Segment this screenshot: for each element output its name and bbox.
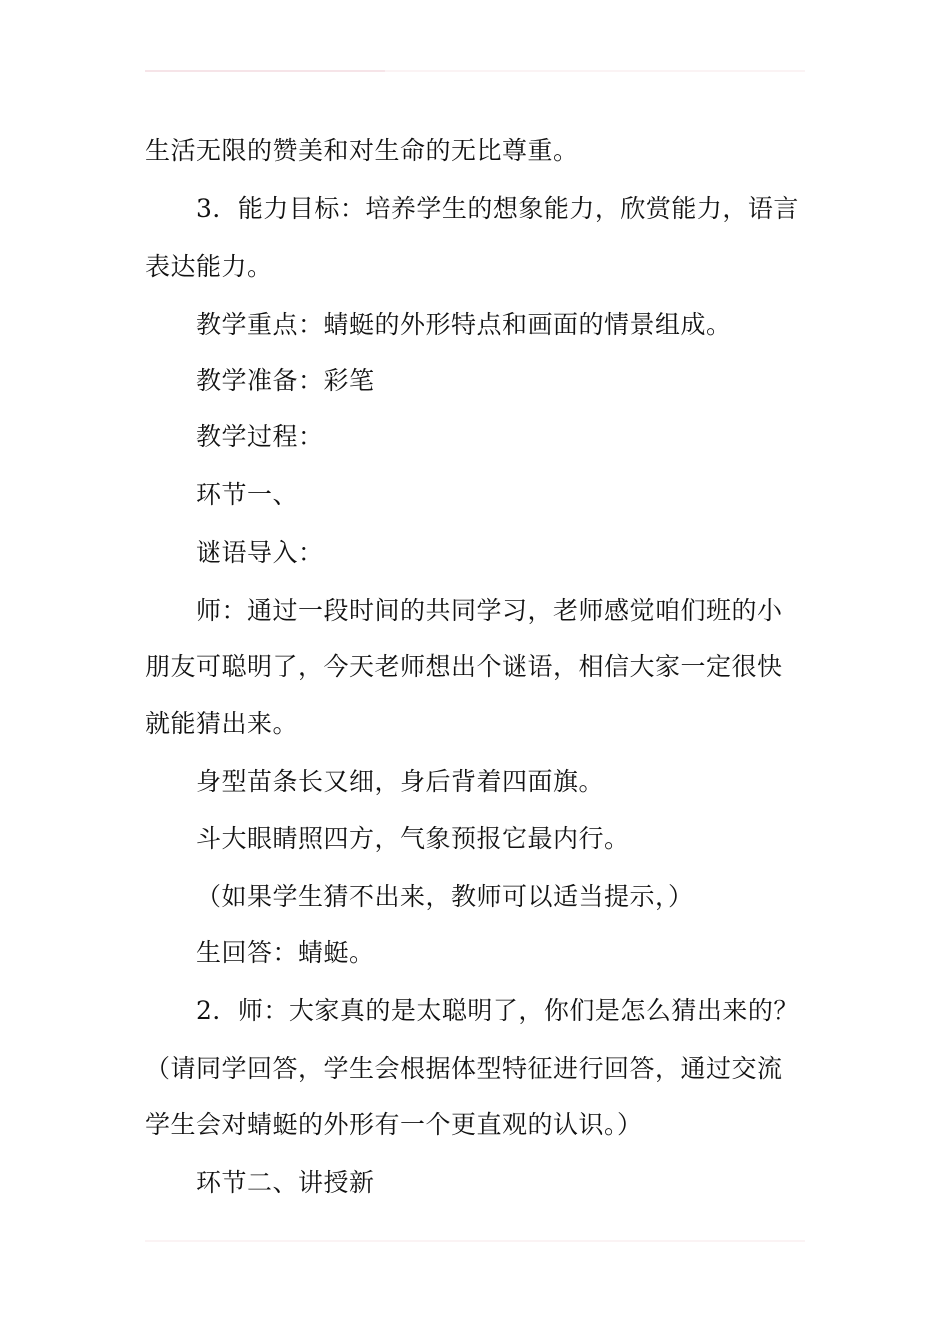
text-line: 身型苗条长又细，身后背着四面旗。 xyxy=(196,767,605,796)
footer-rule xyxy=(145,1240,805,1242)
text-line: 生回答：蜻蜓。 xyxy=(196,938,375,967)
text-line: 就能猜出来。 xyxy=(145,709,299,738)
text-line: 师：通过一段时间的共同学习，老师感觉咱们班的小 xyxy=(196,596,783,625)
header-rule-accent xyxy=(145,70,385,72)
text-line: 3．能力目标：培养学生的想象能力，欣赏能力，语言 xyxy=(196,194,799,223)
text-line: 环节一、 xyxy=(196,480,299,509)
text-line: 谜语导入： xyxy=(196,538,324,567)
text-line: 教学过程： xyxy=(196,422,324,451)
text-line: 斗大眼睛照四方，气象预报它最内行。 xyxy=(196,824,630,853)
text-line: 学生会对蜻蜓的外形有一个更直观的认识。） xyxy=(145,1110,643,1139)
text-line: 生活无限的赞美和对生命的无比尊重。 xyxy=(145,136,579,165)
text-line: （如果学生猜不出来，教师可以适当提示，） xyxy=(196,882,694,911)
header-rule xyxy=(145,70,805,72)
text-line: 表达能力。 xyxy=(145,252,273,281)
text-line: （请同学回答，学生会根据体型特征进行回答，通过交流 xyxy=(145,1054,783,1083)
text-line: 朋友可聪明了，今天老师想出个谜语，相信大家一定很快 xyxy=(145,652,783,681)
text-line: 2．师：大家真的是太聪明了，你们是怎么猜出来的？ xyxy=(196,996,799,1025)
text-line: 教学准备：彩笔 xyxy=(196,366,375,395)
text-line: 环节二、讲授新 xyxy=(196,1168,375,1197)
text-line: 教学重点：蜻蜓的外形特点和画面的情景组成。 xyxy=(196,310,732,339)
